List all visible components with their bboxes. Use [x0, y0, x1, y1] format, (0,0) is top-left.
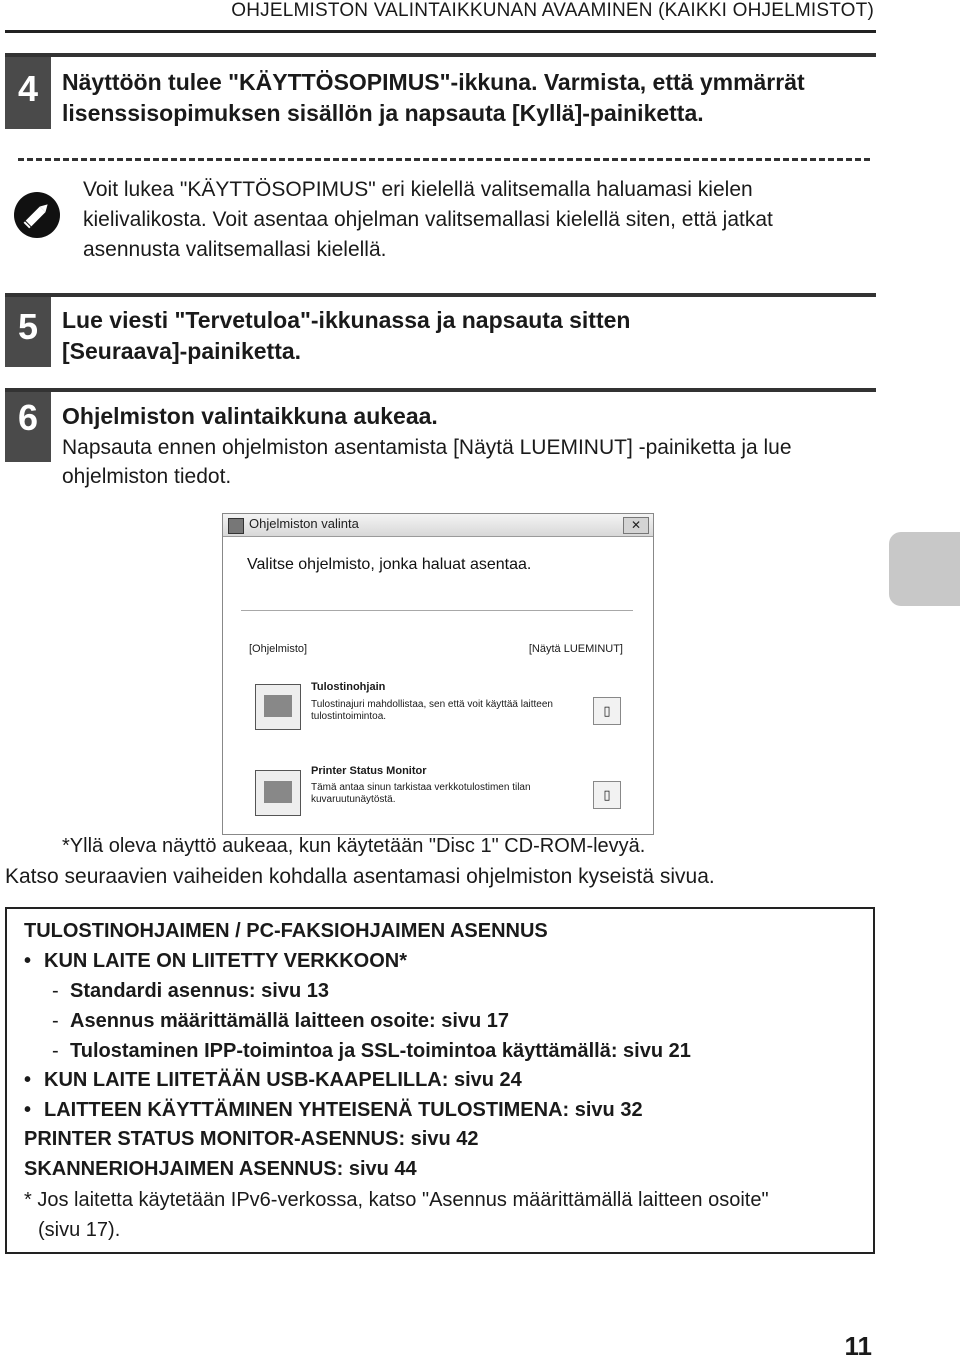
app-icon: [228, 518, 244, 534]
step-5-title-line: Lue viesti "Tervetuloa"-ikkunassa ja napsauta sitten: [62, 307, 631, 333]
step-5-number: 5: [5, 297, 51, 367]
bullet: •: [24, 1069, 32, 1091]
close-button[interactable]: ✕: [623, 517, 649, 534]
pencil-icon: [14, 192, 60, 238]
note-line: kielivalikosta. Voit asentaa ohjelman valitsemallasi kielellä siten, että jatkat: [83, 208, 773, 231]
printer-icon[interactable]: [255, 684, 301, 730]
box-bullet-text: KUN LAITE ON LIITETTY VERKKOON*: [44, 950, 407, 972]
item-description: [311, 782, 531, 806]
chapter-tab: [889, 532, 960, 606]
dialog-title: Ohjelmiston valinta: [249, 516, 359, 531]
running-header: OHJELMISTON VALINTAIKKUNAN AVAAMINEN (KAIKKI OHJELMISTOT): [231, 0, 874, 21]
box-bullet-usb: [24, 1069, 522, 1092]
step-6-title: Ohjelmiston valintaikkuna aukeaa.: [62, 403, 438, 429]
box-footnote: [24, 1185, 769, 1245]
box-bullet-text: KUN LAITE LIITETÄÄN USB-KAAPELILLA: sivu 24: [44, 1069, 522, 1091]
note-line: asennusta valitsemallasi kielellä.: [83, 238, 387, 261]
box-sub-item: [52, 980, 329, 1003]
document-icon[interactable]: ▯: [593, 781, 621, 809]
step-4-title: [62, 67, 805, 129]
item-description-line: Tämä antaa sinun tarkistaa verkkotulostimen tilan: [311, 782, 531, 793]
dash: -: [52, 1010, 59, 1032]
software-selection-dialog: [222, 513, 654, 835]
note-text: [83, 175, 773, 265]
item-description-line: Tulostinajuri mahdollistaa, sen että voit käyttää laitteen: [311, 699, 553, 710]
step-5-title-line: [Seuraava]-painiketta.: [62, 338, 302, 364]
box-bullet-text: LAITTEEN KÄYTTÄMINEN YHTEISENÄ TULOSTIMENA: sivu 32: [44, 1099, 643, 1121]
dialog-caption: *Yllä oleva näyttö aukeaa, kun käytetään "Disc 1" CD-ROM-levyä.: [62, 835, 646, 857]
document-icon[interactable]: ▯: [593, 697, 621, 725]
box-heading: TULOSTINOHJAIMEN / PC-FAKSIOHJAIMEN ASENNUS: [24, 920, 548, 942]
page-number: 11: [844, 1331, 872, 1361]
software-column-label: [Ohjelmisto]: [249, 643, 308, 655]
step-6-body-line: ohjelmiston tiedot.: [62, 465, 232, 488]
header-rule: [5, 30, 876, 33]
step-6-rule: [5, 388, 876, 392]
box-line-scanner: SKANNERIOHJAIMEN ASENNUS: sivu 44: [24, 1158, 417, 1180]
box-sub-item: [52, 1010, 509, 1033]
dialog-titlebar: [223, 514, 653, 537]
item-description-line: tulostintoimintoa.: [311, 711, 387, 722]
step-4-title-line: lisenssisopimuksen sisällön ja napsauta [Kyllä]-painiketta.: [62, 100, 704, 126]
step-6-number: 6: [5, 392, 51, 462]
item-description-line: kuvaruutunäytöstä.: [311, 794, 396, 805]
box-sub-text: Asennus määrittämällä laitteen osoite: sivu 17: [70, 1010, 510, 1032]
box-sub-text: Standardi asennus: sivu 13: [70, 980, 329, 1002]
note-line: Voit lukea "KÄYTTÖSOPIMUS" eri kielellä valitsemalla haluamasi kielen: [83, 178, 753, 201]
dialog-heading: Valitse ohjelmisto, jonka haluat asentaa.: [247, 556, 532, 573]
bullet: •: [24, 950, 32, 972]
item-name: Printer Status Monitor: [311, 765, 427, 777]
box-bullet-network: [24, 950, 407, 973]
readme-column-label: [Näytä LUEMINUT]: [528, 643, 623, 655]
item-name: Tulostinohjain: [311, 681, 386, 693]
box-footnote-line: * Jos laitetta käytetään IPv6-verkossa, katso "Asennus määrittämällä laitteen osoite": [24, 1189, 769, 1211]
box-sub-item: [52, 1040, 691, 1063]
item-description: [311, 699, 553, 723]
intro-text: Katso seuraavien vaiheiden kohdalla asentamasi ohjelmiston kyseistä sivua.: [5, 865, 715, 888]
step-5-rule: [5, 293, 876, 297]
box-line-psm: PRINTER STATUS MONITOR-ASENNUS: sivu 42: [24, 1128, 479, 1150]
box-sub-text: Tulostaminen IPP-toimintoa ja SSL-toimintoa käyttämällä: sivu 21: [70, 1040, 691, 1062]
dialog-separator: [241, 610, 633, 611]
box-bullet-shared: [24, 1099, 643, 1122]
step-5-title: [62, 305, 630, 367]
dash: -: [52, 1040, 59, 1062]
monitor-icon[interactable]: [255, 770, 301, 816]
step-4-rule: [5, 53, 876, 57]
step-6-body: [62, 433, 792, 491]
step-6-body-line: Napsauta ennen ohjelmiston asentamista [Näytä LUEMINUT] -painiketta ja lue: [62, 436, 792, 459]
note-divider: [18, 158, 870, 161]
bullet: •: [24, 1099, 32, 1121]
dash: -: [52, 980, 59, 1002]
step-4-title-line: Näyttöön tulee "KÄYTTÖSOPIMUS"-ikkuna. Varmista, että ymmärrät: [62, 69, 805, 95]
step-4-number: 4: [5, 57, 51, 129]
box-footnote-line: (sivu 17).: [38, 1219, 121, 1241]
